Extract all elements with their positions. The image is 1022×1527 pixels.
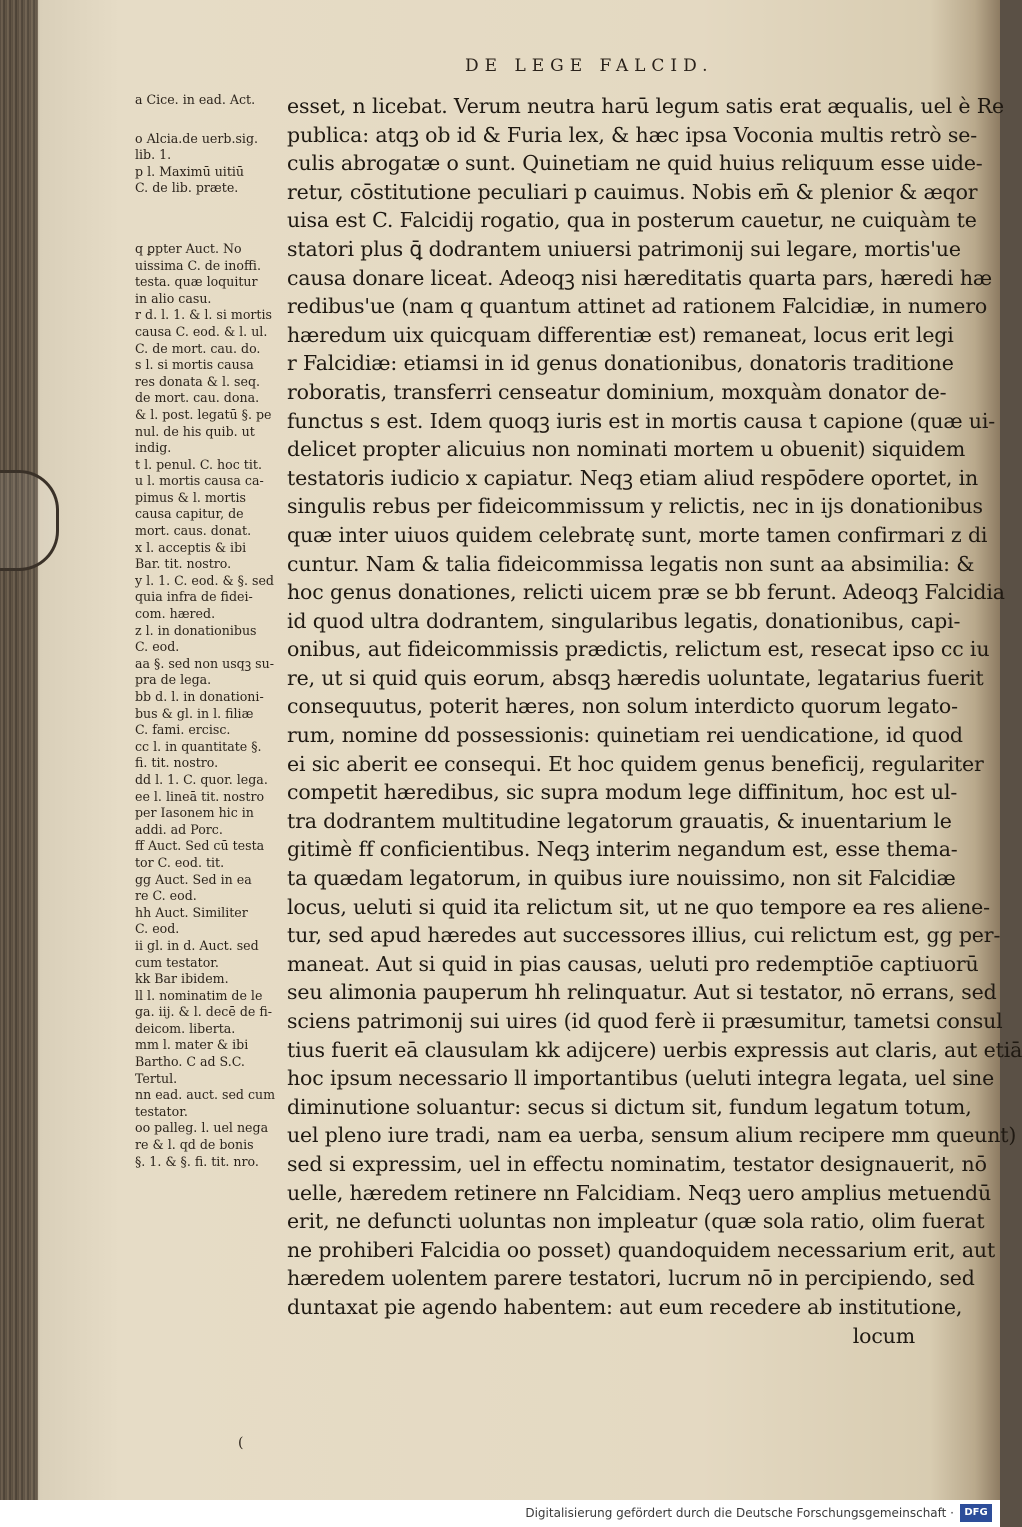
book-clasp — [0, 470, 59, 571]
text-line: ta quædam legatorum, in quibus iure nouissimo, non sit Falcidiæ — [287, 866, 956, 891]
text-line: functus s est. Idem quoqꝫ iuris est in mortis causa t capione (quæ ui- — [287, 408, 996, 433]
text-line: rum, nomine dd possessionis: quinetiam rei uendicatione, id quod — [287, 723, 963, 748]
text-line: retur, cōstitutione peculiari p cauimus. Nobis em̄ & plenior & æqor — [287, 179, 978, 204]
margin-notes — [135, 92, 285, 1170]
text-line: publica: atqꝫ ob id & Furia lex, & hæc ipsa Voconia multis retrò se- — [287, 122, 977, 147]
text-line: onibus, aut fideicommissis prædictis, relictum est, resecat ipso cc iu — [287, 637, 990, 662]
text-line: sciens patrimonij sui uires (id quod ferè ii præsumitur, tametsi consul — [287, 1009, 1003, 1033]
footer-credit: Digitalisierung gefördert durch die Deutsche Forschungsgemeinschaft · — [525, 1506, 954, 1520]
margin-note: nn ead. auct. sed cum testator. — [135, 1087, 276, 1119]
text-line: locus, ueluti si quid ita relictum sit, ut ne quo tempore ea res aliene- — [287, 894, 990, 919]
running-header: DE LEGE FALCID. — [465, 56, 714, 76]
margin-note: a Cice. in ead. Act. — [135, 92, 256, 107]
margin-note: oo palleg. l. uel nega re & l. qd de bonis §. 1. & §. fi. tit. nro. — [135, 1120, 269, 1169]
text-line: testatoris iudicio x capiatur. Neqꝫ etiam aliud respōdere oportet, in — [287, 465, 979, 490]
catchword: locum — [852, 1323, 915, 1348]
margin-note: x l. acceptis & ibi Bar. tit. nostro. — [135, 539, 247, 572]
margin-note: z l. in donationibus C. eod. — [135, 622, 257, 655]
text-line: id quod ultra dodrantem, singularibus legatis, donationibus, capi- — [287, 608, 961, 633]
text-line: re, ut si quid quis eorum, absqꝫ hæredis uoluntate, legatarius fuerit — [287, 665, 984, 690]
margin-note: hh Auct. Similiter C. eod. — [135, 904, 248, 937]
text-line: cuntur. Nam & talia fideicommissa legatis non sunt aa absimilia: & — [287, 551, 975, 576]
dfg-logo: DFG — [960, 1504, 992, 1522]
margin-note: t l. penul. C. hoc tit. — [135, 456, 262, 472]
text-line: sed si expressim, uel in effectu nominatim, testator designauerit, nō — [287, 1151, 987, 1176]
page-mark: ( — [238, 1435, 244, 1451]
text-line: tur, sed apud hæredes aut successores illius, cui relictum est, gg per- — [287, 923, 1001, 948]
text-line: duntaxat pie agendo habentem: aut eum recedere ab institutione, — [287, 1294, 963, 1319]
text-line: diminutione soluantur: secus si dictum sit, fundum legatum totum, — [287, 1094, 972, 1119]
margin-note: ii gl. in d. Auct. sed cum testator. — [135, 937, 259, 970]
text-line: hoc ipsum necessario ll importantibus (ueluti integra legata, uel sine — [287, 1066, 995, 1091]
footer-bar — [0, 1500, 1000, 1527]
text-line: delicet propter alicuius non nominati mortem u obuenit) siquidem — [287, 437, 966, 462]
margin-note: ll l. nominatim de le ga. iij. & l. decē de fi- deicom. liberta. — [135, 987, 272, 1036]
text-line: uisa est C. Falcidij rogatio, qua in posterum cauetur, ne cuiquàm te — [287, 208, 977, 233]
margin-note: cc l. in quantitate §. fi. tit. nostro. — [135, 738, 262, 771]
margin-note: r d. l. 1. & l. si mortis causa C. eod. & l. ul. C. de mort. cau. do. — [135, 307, 272, 356]
text-line: erit, ne defuncti uoluntas non impleatur (quæ sola ratio, olim fuerat — [287, 1209, 985, 1234]
margin-note: bb d. l. in donationi- bus & gl. in l. filiæ C. fami. ercisc. — [135, 689, 264, 738]
text-line: causa donare liceat. Adeoqꝫ nisi hæreditatis quarta pars, hæredi hæ — [287, 265, 993, 290]
text-line: hæredem uolentem parere testatori, lucrum nō in percipiendo, sed — [287, 1266, 975, 1291]
margin-note: o Alcia.de uerb.sig. lib. 1. — [135, 130, 259, 163]
margin-note: aa §. sed non usqꝫ su- pra de lega. — [135, 655, 275, 688]
text-line: statori plus ꝗ̄ dodrantem uniuersi patrimonij sui legare, mortis'ue — [287, 236, 961, 261]
margin-note: gg Auct. Sed in ea re C. eod. — [135, 871, 252, 904]
main-text-block — [287, 92, 1022, 1350]
text-line: hæredum uix quicquam differentiæ est) remaneat, locus erit legi — [287, 322, 954, 347]
text-line: seu alimonia pauperum hh relinquatur. Aut si testator, nō errans, sed — [287, 980, 997, 1005]
text-line: hoc genus donationes, relicti uicem præ se bb ferunt. Adeoqꝫ Falcidia — [287, 580, 1005, 605]
text-line: r Falcidiæ: etiamsi in id genus donationibus, donatoris traditione — [287, 351, 954, 376]
margin-note: ff Auct. Sed cū testa tor C. eod. tit. — [135, 838, 265, 870]
margin-note: ee l. lineā tit. nostro per Iasonem hic in addi. ad Porc. — [135, 788, 265, 837]
text-line: culis abrogatæ o sunt. Quinetiam ne quid huius reliquum esse uide- — [287, 151, 983, 176]
text-line: ne prohiberi Falcidia oo posset) quandoquidem necessarium erit, aut — [287, 1237, 996, 1262]
text-line: singulis rebus per fideicommissum y relictis, nec in ijs donationibus — [287, 494, 983, 519]
margin-note: mm l. mater & ibi Bartho. C ad S.C. Tertul. — [135, 1037, 249, 1086]
text-line: tius fuerit eā clausulam kk adijcere) uerbis expressis aut claris, aut etiā — [287, 1037, 1022, 1062]
text-line: consequutus, poterit hæres, non solum interdicto quorum legato- — [287, 694, 958, 719]
text-line: ei sic aberit ee consequi. Et hoc quidem genus beneficij, regulariter — [287, 751, 984, 776]
text-line: esset, n licebat. Verum neutra harū legum satis erat æqualis, uel è Re — [287, 94, 1004, 118]
margin-note: y l. 1. C. eod. & §. sed quia infra de fidei- com. hæred. — [135, 572, 274, 622]
text-line: tra dodrantem multitudine legatorum grauatis, & inuentarium le — [287, 808, 952, 833]
margin-note: dd l. 1. C. quor. lega. — [135, 771, 268, 787]
margin-note: u l. mortis causa ca- pimus & l. mortis causa capitur, de mort. caus. donat. — [135, 473, 264, 539]
text-line: quæ inter uiuos quidem celebratę sunt, morte tamen confirmari z di — [287, 522, 988, 547]
text-line: gitimè ff conficientibus. Neqꝫ interim negandum est, esse thema- — [287, 837, 958, 862]
book-spine-edge — [0, 0, 38, 1500]
margin-note: q ꝑpter Auct. No uissima C. de inoffi. testa. quæ loquitur in alio casu. — [135, 240, 261, 306]
text-line: maneat. Aut si quid in pias causas, ueluti pro redemptiōe captiuorū — [287, 951, 979, 976]
text-line: redibus'ue (nam q quantum attinet ad rationem Falcidiæ, in numero — [287, 294, 988, 319]
text-line: roboratis, transferri censeatur dominium, moxquàm donator de- — [287, 379, 947, 404]
margin-note: kk Bar ibidem. — [135, 971, 229, 987]
margin-note: p l. Maximū uitiū C. de lib. præte. — [135, 163, 245, 196]
text-line: competit hæredibus, sic supra modum lege diffinitum, hoc est ul- — [287, 780, 958, 805]
text-line: uel pleno iure tradi, nam ea uerba, sensum alium recipere mm queunt) — [287, 1123, 1017, 1148]
margin-note: s l. si mortis causa res donata & l. seq. de mort. cau. dona. & l. post. legatū §. pe nul. de his quib. ut indig. — [135, 357, 272, 456]
text-line: uelle, hæredem retinere nn Falcidiam. Neqꝫ uero amplius metuendū — [287, 1180, 992, 1205]
